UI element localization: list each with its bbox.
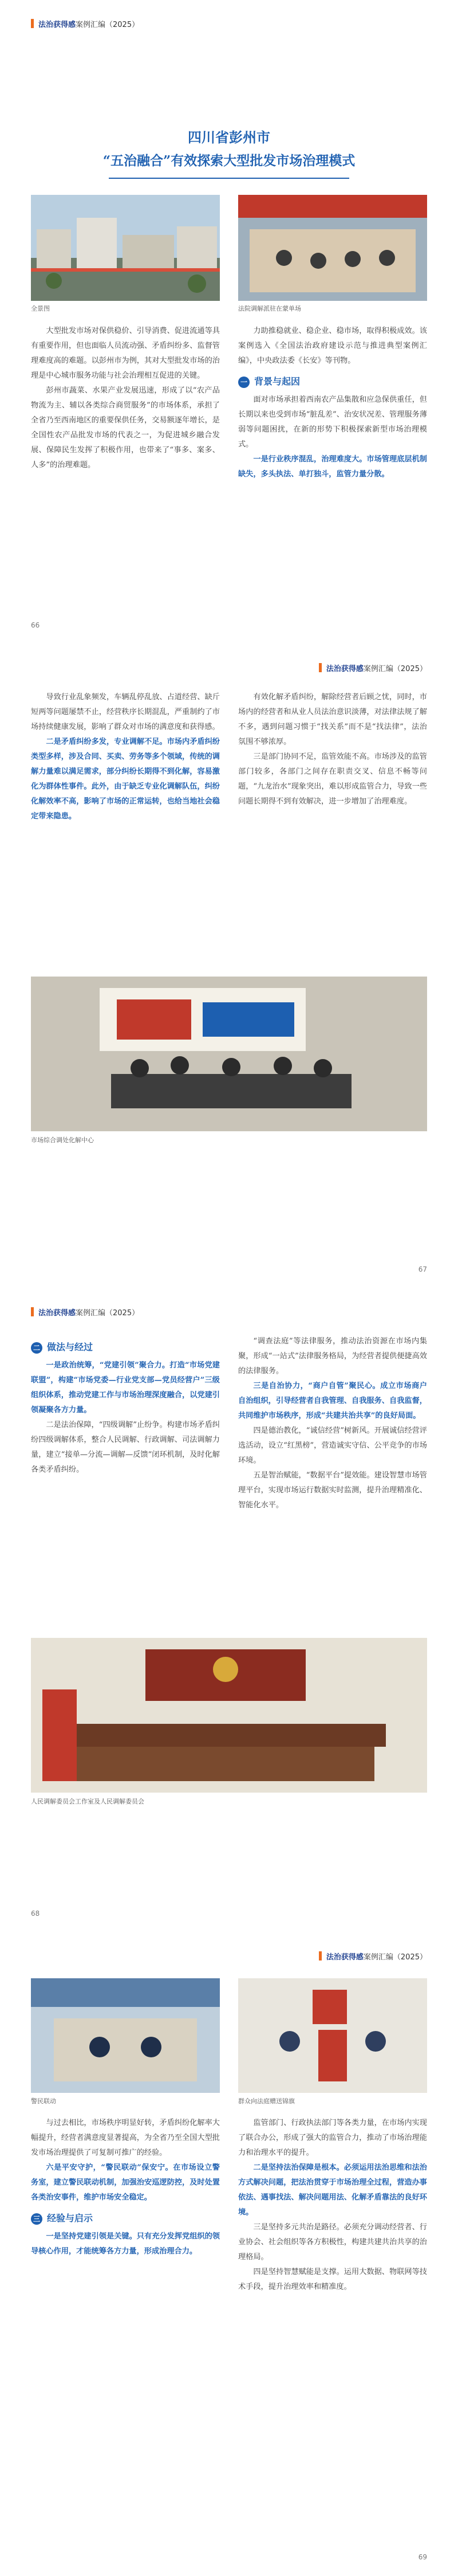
body-column-left: 大型批发市场对保供稳价、引导消费、促进流通等具有重要作用，但也面临人员流动强、矛盾纠纷多、监督管理难度高的难题。以彭州市为例，其对大型批发市场的治理是中心城市服务功能与社会治理相互促进的关键。 彭州市蔬菜、水果产业发展迅速，形成了以“农产品物流为主、辅以各类综合商贸服务”的市场体系，承担了全省乃至西南地区的重要保供任务，交易额逐年增长，是全国性农产品批发市场的代表之一，为促进城乡融合发展、保障民生发挥了积极作用，也带来了“事多、案多、人多”的治理难题。	[31, 327, 220, 469]
page-2	[0, 644, 458, 1288]
page-header: 法治获得感 案例汇编（2025）	[319, 1947, 427, 1965]
photo-caption: 法院调解派驻在蒙单场	[238, 305, 301, 312]
body-column-right: 力助推稳就业、稳企业、稳市场，取得积极成效。该案例选入《全国法治政府建设示范与推进典型案例汇编》，中央政法委《长安》等刊物。 一 背景与起因 面对市场承担着西南农产品集散和应急保供重任，但长期以来也受到市场“脏乱差”、治安状况差、管理服务薄弱等问题困扰，在新的形势下积极探索新型市场治理模式。 一是行业秩序混乱，治理难度大。市场管理底层机制缺失，多头执法、单打独斗，监管力量分散。	[238, 327, 427, 479]
section-number-icon: 二	[31, 1342, 42, 1354]
body-column-left: 二 做法与经过 一是政治统筹，“党建引领”聚合力。打造“市场党建联盟”，构建“市场党委—行业党支部—党员经营户”三级组织体系，推动党建工作与市场治理深度融合，以党建引领凝聚各方力量。 二是法治保障，“四级调解”止纷争。构建市场矛盾纠纷四级调解体系，整合人民调解、行政调解、司法调解力量，建立“接单—分流—调解—反馈”闭环机制，及时化解各类矛盾纠纷。	[31, 1334, 220, 1477]
header-bar-icon	[31, 19, 34, 28]
photo-caption: 群众向法庭赠送锦旗	[238, 2097, 295, 2105]
photo-caption: 警民联动	[31, 2097, 56, 2105]
section-heading: 二 做法与经过	[31, 1339, 220, 1356]
case-title-main: “五治融合”有效探索大型批发市场治理模式	[102, 153, 356, 168]
photo-caption: 全景图	[31, 305, 50, 312]
body-column-right: 有效化解矛盾纠纷，解除经营者后顾之忧，同时，市场内的经营者和从业人员法治意识淡薄，对法律法规了解不多，遇到问题习惯于“找关系”而不是“找法律”，法治氛围不够浓厚。 三是部门协同不足，监管效能不高。市场涉及的监管部门较多，各部门之间存在职责交叉、信息不畅等问题，“九龙治水”现象突出，难以形成监管合力，导致一些问题长期得不到有效解决，进一步增加了治理难度。	[238, 693, 427, 806]
page-3	[0, 1288, 458, 1932]
page-header: 法治获得感 案例汇编（2025）	[319, 659, 427, 676]
page-header: 法治获得感 案例汇编（2025）	[31, 15, 139, 32]
body-column-left: 与过去相比，市场秩序明显好转，矛盾纠纷化解率大幅提升，经营者满意度显著提高，为全省乃至全国大型批发市场治理提供了可复制可推广的经验。 六是平安守护，“警民联动”保安宁。在市场设立警务室，建立警民联动机制，加强治安巡逻防控，及时处置各类治安事件，维护市场安全稳定。 三 经验与启示 一是坚持党建引领是关键。只有充分发挥党组织的领导核心作用，才能统筹各方力量，形成治理合力。	[31, 2119, 220, 2256]
header-bar-icon	[31, 1307, 34, 1316]
header-bar-icon	[319, 663, 322, 672]
police-linkage-photo	[31, 1978, 220, 2093]
page-4	[0, 1932, 458, 2576]
case-title-place: 四川省彭州市	[188, 129, 270, 146]
mediation-center-photo	[31, 977, 427, 1131]
body-column-left: 导致行业乱象频发，车辆乱停乱放、占道经营、缺斤短两等问题屡禁不止，经营秩序长期混乱，严重制约了市场持续健康发展，影响了群众对市场的满意度和获得感。 二是矛盾纠纷多发，专业调解不足。市场内矛盾纠纷类型多样，涉及合同、买卖、劳务等多个领域，传统的调解力量难以满足需求，部分纠纷长期得不到化解，容易激化为群体性事件。此外，由于缺乏专业化调解队伍，纠纷化解效率不高，影响了市场的正常运转，也给当地社会稳定带来隐患。	[31, 693, 220, 821]
page-number: 68	[31, 1910, 40, 1918]
section-heading: 一 背景与起因	[238, 373, 427, 390]
page-number: 66	[31, 621, 40, 629]
market-panorama-photo	[31, 195, 220, 301]
page-number: 67	[418, 1265, 427, 1273]
page-1	[0, 0, 458, 644]
page-header: 法治获得感 案例汇编（2025）	[31, 1303, 139, 1320]
body-column-right: “调查法庭”等法律服务，推动法治资源在市场内集聚，形成“一站式”法律服务格局，为经营者提供便捷高效的法律服务。 三是自治协力，“商户自管”聚民心。成立市场商户自治组织，引导经营者自我管理、自我服务、自我监督，共同维护市场秩序，形成“共建共治共享”的良好局面。 四是德治教化，“诚信经营”树新风。开展诚信经营评选活动，设立“红黑榜”，营造诚实守信、公平竞争的市场环境。 五是智治赋能，“数据平台”提效能。建设智慧市场管理平台，实现市场运行数据实时监测，提升治理精准化、智能化水平。	[238, 1337, 427, 1509]
court-station-photo	[238, 195, 427, 301]
mediation-room-photo	[31, 1638, 427, 1793]
title-divider	[109, 178, 349, 179]
section-number-icon: 三	[31, 2213, 42, 2225]
photo-caption: 人民调解委员会工作室及人民调解委员会	[31, 1798, 144, 1805]
body-column-right: 监管部门、行政执法部门等各类力量，在市场内实现了联合办公，形成了强大的监管合力，推动了市场治理能力和治理水平的提升。 二是坚持法治保障是根本。必须运用法治思维和法治方式解决问题，把法治贯穿于市场治理全过程，营造办事依法、遇事找法、解决问题用法、化解矛盾靠法的良好环境。 三是坚持多元共治是路径。必须充分调动经营者、行业协会、社会组织等各方积极性，构建共建共治共享的治理格局。 四是坚持智慧赋能是支撑。运用大数据、物联网等技术手段，提升治理效率和精准度。	[238, 2119, 427, 2291]
header-bar-icon	[319, 1951, 322, 1961]
banner-presentation-photo	[238, 1978, 427, 2093]
section-heading: 三 经验与启示	[31, 2210, 220, 2227]
page-number: 69	[418, 2553, 427, 2561]
photo-caption: 市场综合调处化解中心	[31, 1136, 94, 1144]
section-number-icon: 一	[238, 377, 250, 388]
